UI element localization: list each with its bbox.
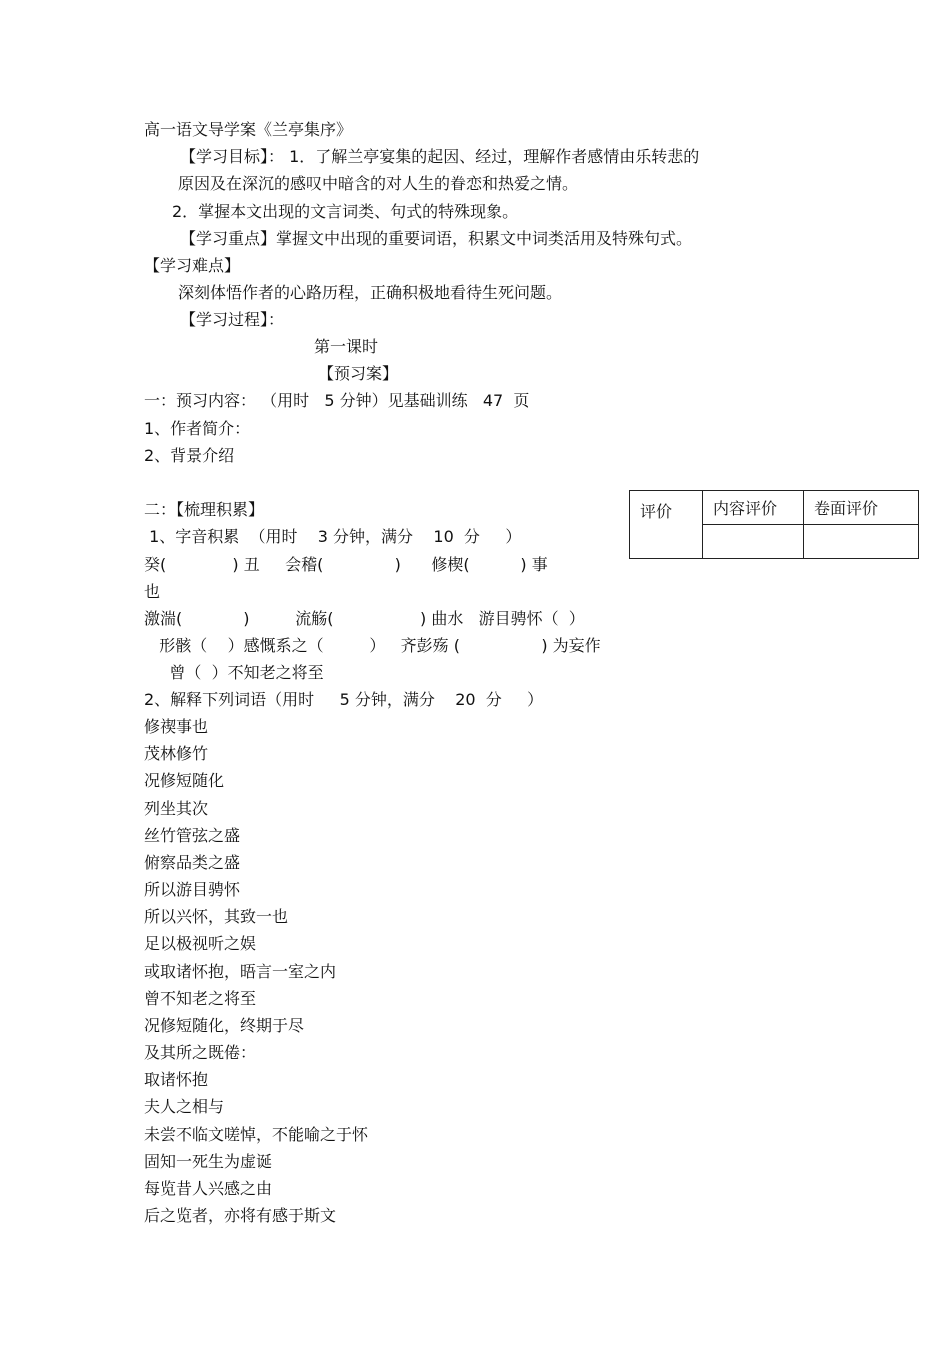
phrase-item: 及其所之既倦： [144, 1043, 257, 1062]
phrase-item: 或取诸怀抱，晤言一室之内 [144, 962, 337, 981]
phrase-item: 后之览者，亦将有感于斯文 [144, 1206, 337, 1225]
phrase-item: 修禊事也 [144, 717, 209, 736]
content-evaluation-header: 内容评价 [703, 491, 804, 525]
key-points: 【学习重点】掌握文中出现的重要词语，积累文中词类活用及特殊句式。 [180, 229, 693, 248]
phrase-item: 未尝不临文嗟悼，不能喻之于怀 [144, 1125, 369, 1144]
phrase-item: 况修短随化，终期于尽 [144, 1016, 305, 1035]
page-title: 高一语文导学案《兰亭集序》 [144, 120, 353, 139]
phrase-item: 所以兴怀，其致一也 [144, 907, 289, 926]
evaluation-table [629, 490, 919, 559]
pronunciation-line-2: 也 [144, 582, 161, 601]
pronunciation-heading: 1、字音积累 （用时 3 分钟，满分 10 分 ） [144, 527, 522, 546]
content-evaluation-cell[interactable] [703, 525, 804, 559]
phrase-item: 足以极视听之娱 [144, 934, 257, 953]
difficulty-text: 深刻体悟作者的心路历程，正确积极地看待生死问题。 [178, 283, 563, 302]
phrase-item: 每览昔人兴感之由 [144, 1179, 273, 1198]
phrase-item: 况修短随化 [144, 771, 225, 790]
phrase-item: 丝竹管弦之盛 [144, 826, 241, 845]
explain-heading: 2、解释下列词语（用时 5 分钟，满分 20 分 ） [144, 690, 544, 709]
difficulty-heading: 【学习难点】 [144, 256, 241, 275]
phrase-item: 所以游目骋怀 [144, 880, 241, 899]
objective-line-3: 2．掌握本文出现的文言词类、句式的特殊现象。 [172, 202, 519, 221]
evaluation-label: 评价 [630, 491, 703, 559]
phrase-item: 俯察品类之盛 [144, 853, 241, 872]
pronunciation-line-5: 曾（ ）不知老之将至 [144, 663, 324, 682]
pronunciation-line-1: 癸( ) 丑 会稽( ) 修楔( ) 事 [144, 555, 548, 574]
objective-line-2: 原因及在深沉的感叹中暗含的对人生的眷恋和热爱之情。 [178, 174, 579, 193]
phrase-item: 曾不知老之将至 [144, 989, 257, 1008]
phrase-item: 取诸怀抱 [144, 1070, 209, 1089]
pronunciation-line-4: 形骸（ ）感慨系之（ ） 齐彭殇 ( ) 为妄作 [144, 636, 601, 655]
pronunciation-line-3: 激湍( ) 流觞( ) 曲水 游目骋怀（ ） [144, 609, 585, 628]
background-intro: 2、背景介绍 [144, 446, 235, 465]
lesson-title: 第一课时 [314, 337, 379, 356]
author-intro: 1、作者简介： [144, 419, 251, 438]
section2-heading: 二：【梳理积累】 [144, 500, 265, 519]
layout-evaluation-header: 卷面评价 [804, 491, 919, 525]
evaluation-header-row [630, 491, 919, 525]
process-heading: 【学习过程】： [180, 310, 285, 329]
layout-evaluation-cell[interactable] [804, 525, 919, 559]
phrase-item: 列坐其次 [144, 799, 209, 818]
objective-line-1: 【学习目标】： 1．了解兰亭宴集的起因、经过，理解作者感情由乐转悲的 [180, 147, 700, 166]
preview-title: 【预习案】 [318, 364, 399, 383]
phrase-item: 茂林修竹 [144, 744, 209, 763]
phrase-item: 固知一死生为虚诞 [144, 1152, 273, 1171]
section1-heading: 一：预习内容： （用时 5 分钟）见基础训练 47 页 [144, 391, 530, 410]
phrase-item: 夫人之相与 [144, 1097, 225, 1116]
